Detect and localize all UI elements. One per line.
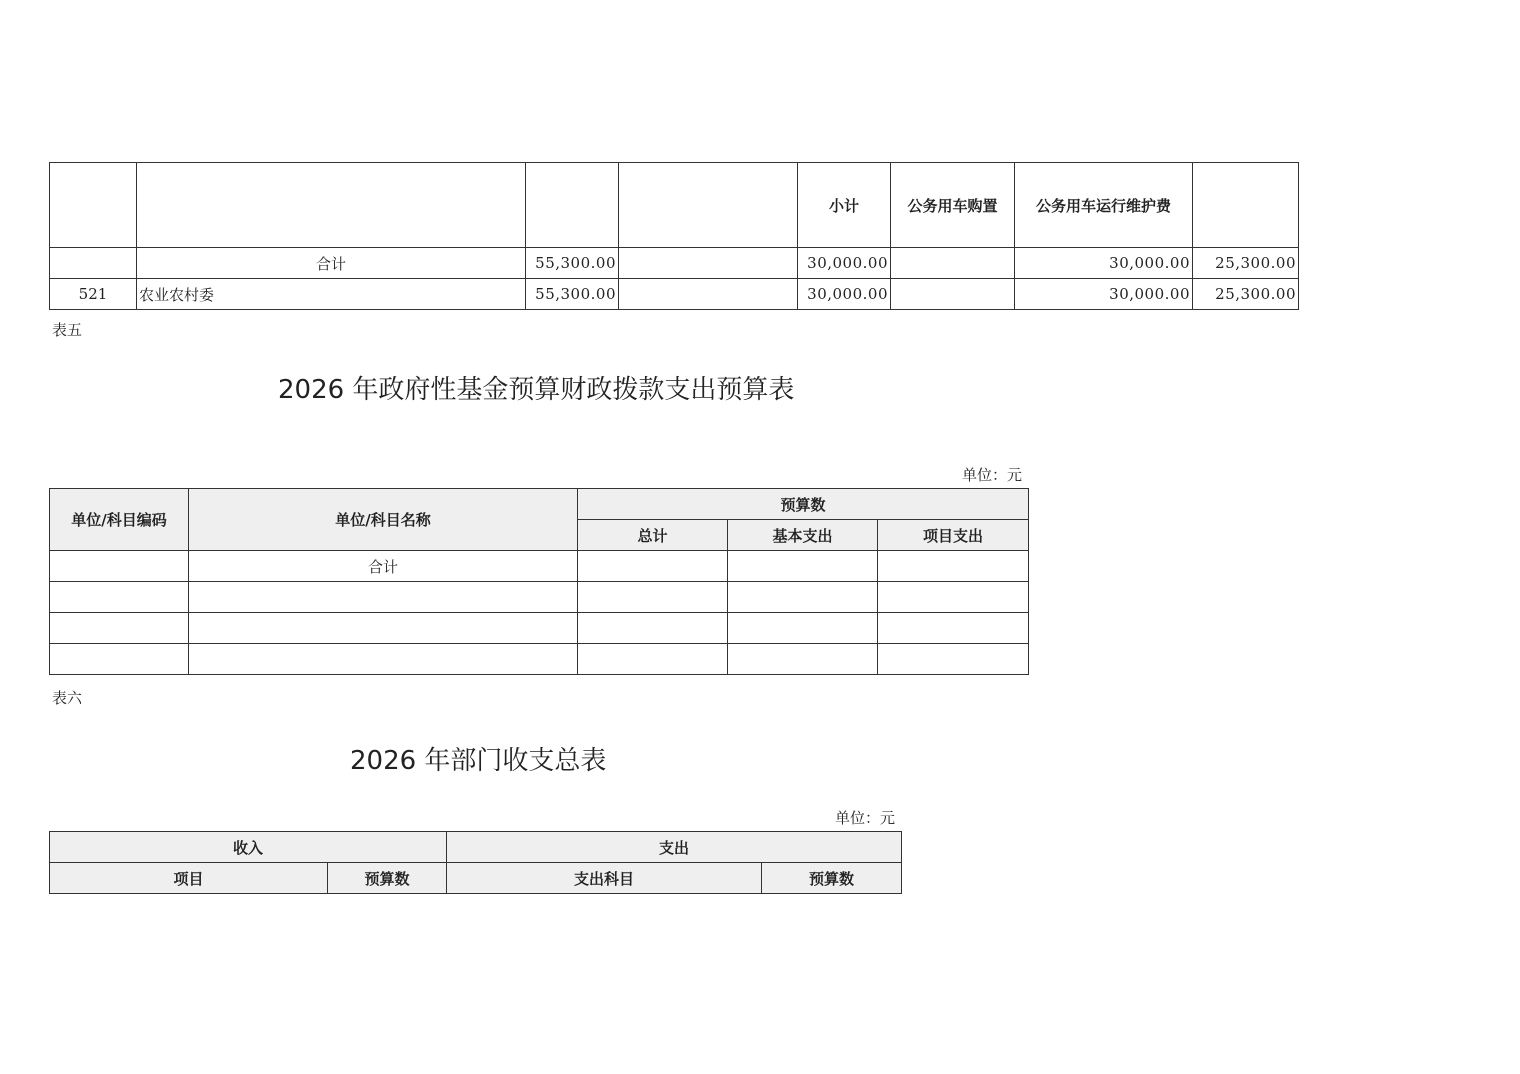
table-cell: 30,000.00 xyxy=(798,279,891,310)
column-header: 公务用车购置 xyxy=(891,163,1015,248)
column-header-total: 总计 xyxy=(578,520,728,551)
table-row xyxy=(50,644,1029,675)
table-6-label: 表六 xyxy=(52,689,83,707)
table-4-continuation xyxy=(49,162,1299,310)
table-5-unit: 单位：元 xyxy=(962,466,1023,484)
table-6-header-row xyxy=(50,832,902,863)
table-cell xyxy=(578,551,728,582)
table-cell xyxy=(891,248,1015,279)
column-header xyxy=(619,163,798,248)
table-row xyxy=(50,582,1029,613)
column-header-expense: 支出 xyxy=(447,832,902,863)
column-header xyxy=(137,163,526,248)
table-cell xyxy=(50,248,137,279)
table-cell: 55,300.00 xyxy=(526,248,619,279)
table-cell: 25,300.00 xyxy=(1193,279,1299,310)
table-5-label: 表五 xyxy=(52,321,83,339)
column-header-expense-item: 支出科目 xyxy=(447,863,762,894)
table-cell xyxy=(728,582,878,613)
column-header-income: 收入 xyxy=(50,832,447,863)
table-cell: 30,000.00 xyxy=(798,248,891,279)
table-6-unit: 单位：元 xyxy=(835,809,896,827)
table-cell xyxy=(619,248,798,279)
column-header-project: 项目支出 xyxy=(878,520,1029,551)
table-cell xyxy=(578,582,728,613)
table-4-header-row xyxy=(50,163,1299,248)
table-cell xyxy=(189,582,578,613)
table-cell xyxy=(891,279,1015,310)
table-cell xyxy=(578,613,728,644)
table-row xyxy=(50,248,1299,279)
table-5-header-row xyxy=(50,489,1029,520)
table-cell xyxy=(50,551,189,582)
column-header: 公务用车运行维护费 xyxy=(1015,163,1193,248)
table-5-title: 2026 年政府性基金预算财政拨款支出预算表 xyxy=(278,375,795,405)
table-cell xyxy=(878,613,1029,644)
table-cell: 农业农村委 xyxy=(137,279,526,310)
table-cell xyxy=(578,644,728,675)
table-6-subheader-row xyxy=(50,863,902,894)
table-cell xyxy=(619,279,798,310)
table-6 xyxy=(49,831,902,894)
table-cell xyxy=(878,551,1029,582)
table-cell xyxy=(189,613,578,644)
column-header-basic: 基本支出 xyxy=(728,520,878,551)
column-header-budget: 预算数 xyxy=(578,489,1029,520)
table-cell: 521 xyxy=(50,279,137,310)
table-row xyxy=(50,279,1299,310)
table-cell xyxy=(50,644,189,675)
table-cell xyxy=(728,551,878,582)
column-header xyxy=(1193,163,1299,248)
table-6-title: 2026 年部门收支总表 xyxy=(350,746,607,776)
table-cell: 30,000.00 xyxy=(1015,279,1193,310)
table-cell xyxy=(189,644,578,675)
column-header xyxy=(50,163,137,248)
table-cell xyxy=(50,613,189,644)
column-header-item: 项目 xyxy=(50,863,328,894)
column-header-income-budget: 预算数 xyxy=(328,863,447,894)
table-row xyxy=(50,613,1029,644)
column-header-code: 单位/科目编码 xyxy=(50,489,189,551)
table-cell: 25,300.00 xyxy=(1193,248,1299,279)
column-header: 小计 xyxy=(798,163,891,248)
table-cell xyxy=(50,582,189,613)
table-cell: 30,000.00 xyxy=(1015,248,1193,279)
table-cell xyxy=(878,644,1029,675)
table-cell: 合计 xyxy=(137,248,526,279)
table-cell xyxy=(728,644,878,675)
column-header-name: 单位/科目名称 xyxy=(189,489,578,551)
column-header xyxy=(526,163,619,248)
table-row xyxy=(50,551,1029,582)
table-cell: 55,300.00 xyxy=(526,279,619,310)
column-header-expense-budget: 预算数 xyxy=(762,863,902,894)
table-cell xyxy=(728,613,878,644)
table-cell: 合计 xyxy=(189,551,578,582)
table-cell xyxy=(878,582,1029,613)
table-5 xyxy=(49,488,1029,675)
